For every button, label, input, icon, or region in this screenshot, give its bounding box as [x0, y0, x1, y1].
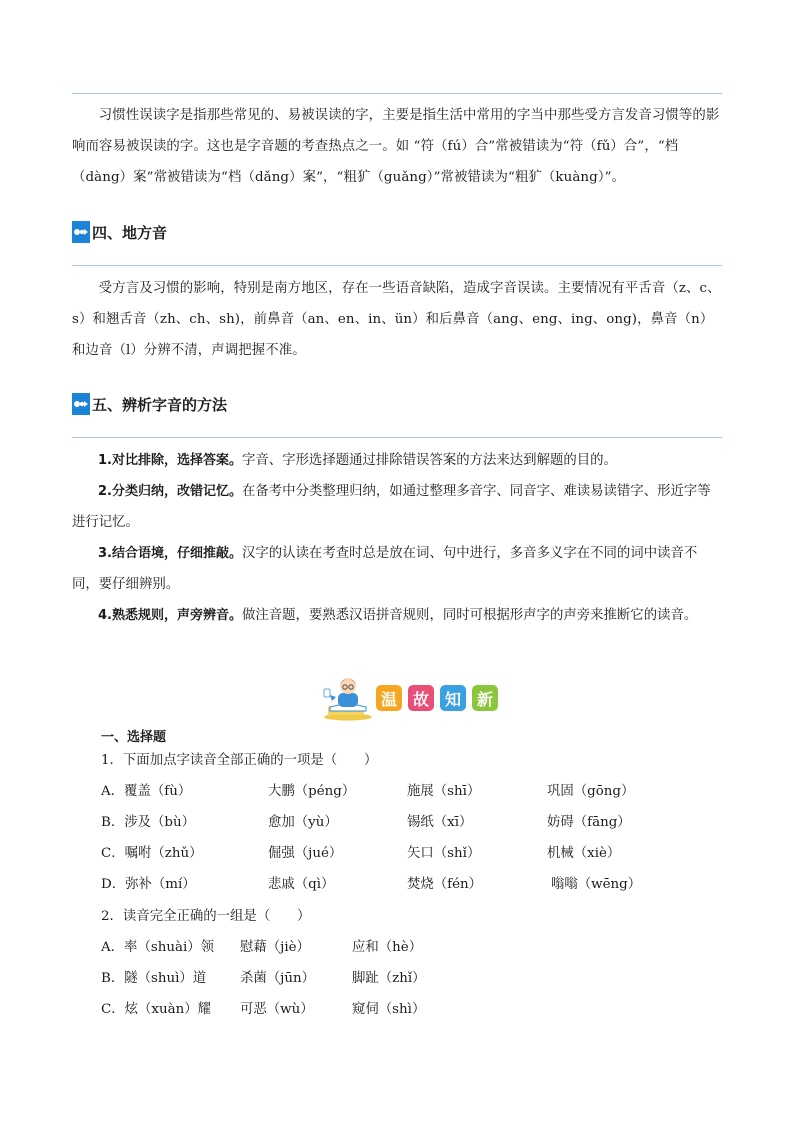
option-cell: 施展（shī） — [407, 784, 481, 799]
option-cell: 杀菌（jūn） — [240, 971, 315, 986]
option-cell: C．嘱咐（zhǔ） — [101, 846, 203, 861]
question-stem: 2．读音完全正确的一组是（ ） — [101, 909, 311, 924]
option-cell: 妨碍（fāng） — [547, 815, 631, 830]
section-heading-text: 四、地方音 — [92, 223, 168, 242]
option-cell: 焚烧（fén） — [407, 877, 483, 892]
section-heading-dialect — [72, 221, 167, 243]
dialect-paragraph: 受方言及习惯的影响，特别是南方地区，存在一些语音缺陷，造成字音误读。主要情况有平舌音（z、c、s）和翘舌音（zh、ch、sh)，前鼻音（an、en、in、ün）和后鼻音（ang、eng、ing、ong)，鼻音（n）和边音（l）分辨不清，声调把握不准。 — [72, 281, 721, 358]
option-cell: 锡纸（xī） — [407, 815, 473, 830]
option-cell: 窥伺（shì） — [352, 1002, 426, 1017]
option-cell: 可恶（wù） — [240, 1002, 314, 1017]
banner-char: 温 — [376, 685, 402, 711]
option-cell: 嗡嗡（wēng） — [551, 877, 642, 892]
reading-student-illustration — [320, 673, 376, 721]
option-cell: 愈加（yù） — [268, 815, 338, 830]
method-title: 3.结合语境，仔细推敲。 — [98, 546, 242, 561]
option-cell: 慰藉（jiè） — [240, 940, 310, 955]
option-cell: B．隧（shuì）道 — [101, 971, 207, 986]
method-item — [72, 445, 724, 476]
option-cell: A．率（shuài）领 — [101, 940, 215, 955]
method-item — [72, 538, 724, 600]
option-cell: 脚趾（zhǐ） — [352, 971, 426, 986]
option-cell: C．炫（xuàn）耀 — [101, 1002, 211, 1017]
method-text: 做注音题，要熟悉汉语拼音规则，同时可根据形声字的声旁来推断它的读音。 — [241, 608, 698, 623]
option-cell: 应和（hè） — [352, 940, 423, 955]
option-cell: 机械（xiè） — [547, 846, 621, 861]
method-title: 1.对比排除，选择答案。 — [98, 453, 242, 468]
section-heading-methods — [72, 393, 227, 415]
option-cell: 巩固（gōng） — [547, 784, 635, 799]
option-cell: 倔强（jué） — [268, 846, 343, 861]
arrow-icon — [72, 393, 90, 415]
review-banner — [320, 673, 510, 721]
habitual-misreading-paragraph: 习惯性误读字是指那些常见的、易被误读的字，主要是指生活中常用的字当中那些受方言发音习惯等的影响而容易被误读的字。这也是字音题的考查热点之一。如 “符（fú）合”常被错读为“符（fǔ）合”，“档（dàng）案”常被错读为“档（dǎng）案”，“粗犷（guǎng）”常被错读为“粗犷（kuàng）”。 — [72, 108, 720, 185]
section-heading-text: 五、辨析字音的方法 — [92, 395, 228, 414]
option-cell: 悲戚（qì） — [268, 877, 335, 892]
section-divider — [72, 437, 722, 438]
method-text: 在备考中分类整理归纳，如通过整理多音字、同音字、难读易读错字、形近字等进行记忆。 — [72, 484, 711, 530]
method-item — [72, 476, 724, 538]
section-divider — [72, 93, 722, 94]
exercise-section-title: 一、选择题 — [101, 730, 167, 745]
review-banner-title — [376, 685, 498, 711]
option-cell: B．涉及（bù） — [101, 815, 195, 830]
method-title: 2.分类归纳，改错记忆。 — [98, 484, 242, 499]
question-stem: 1．下面加点字读音全部正确的一项是（ ） — [101, 753, 378, 768]
method-title: 4.熟悉规则，声旁辨音。 — [98, 608, 242, 623]
option-cell: D．弥补（mí） — [101, 877, 196, 892]
option-cell: A．覆盖（fù） — [101, 784, 192, 799]
banner-char: 故 — [408, 685, 434, 711]
banner-char: 新 — [472, 685, 498, 711]
arrow-icon — [72, 221, 90, 243]
section-divider — [72, 265, 722, 266]
method-item — [72, 600, 724, 631]
method-text: 汉字的认读在考查时总是放在词、句中进行，多音多义字在不同的词中读音不同，要仔细辨别。 — [72, 546, 698, 592]
method-text: 字音、字形选择题通过排除错误答案的方法来达到解题的目的。 — [241, 453, 617, 468]
banner-char: 知 — [440, 685, 466, 711]
option-cell: 大鹏（péng） — [268, 784, 356, 799]
option-cell: 矢口（shǐ） — [407, 846, 481, 861]
